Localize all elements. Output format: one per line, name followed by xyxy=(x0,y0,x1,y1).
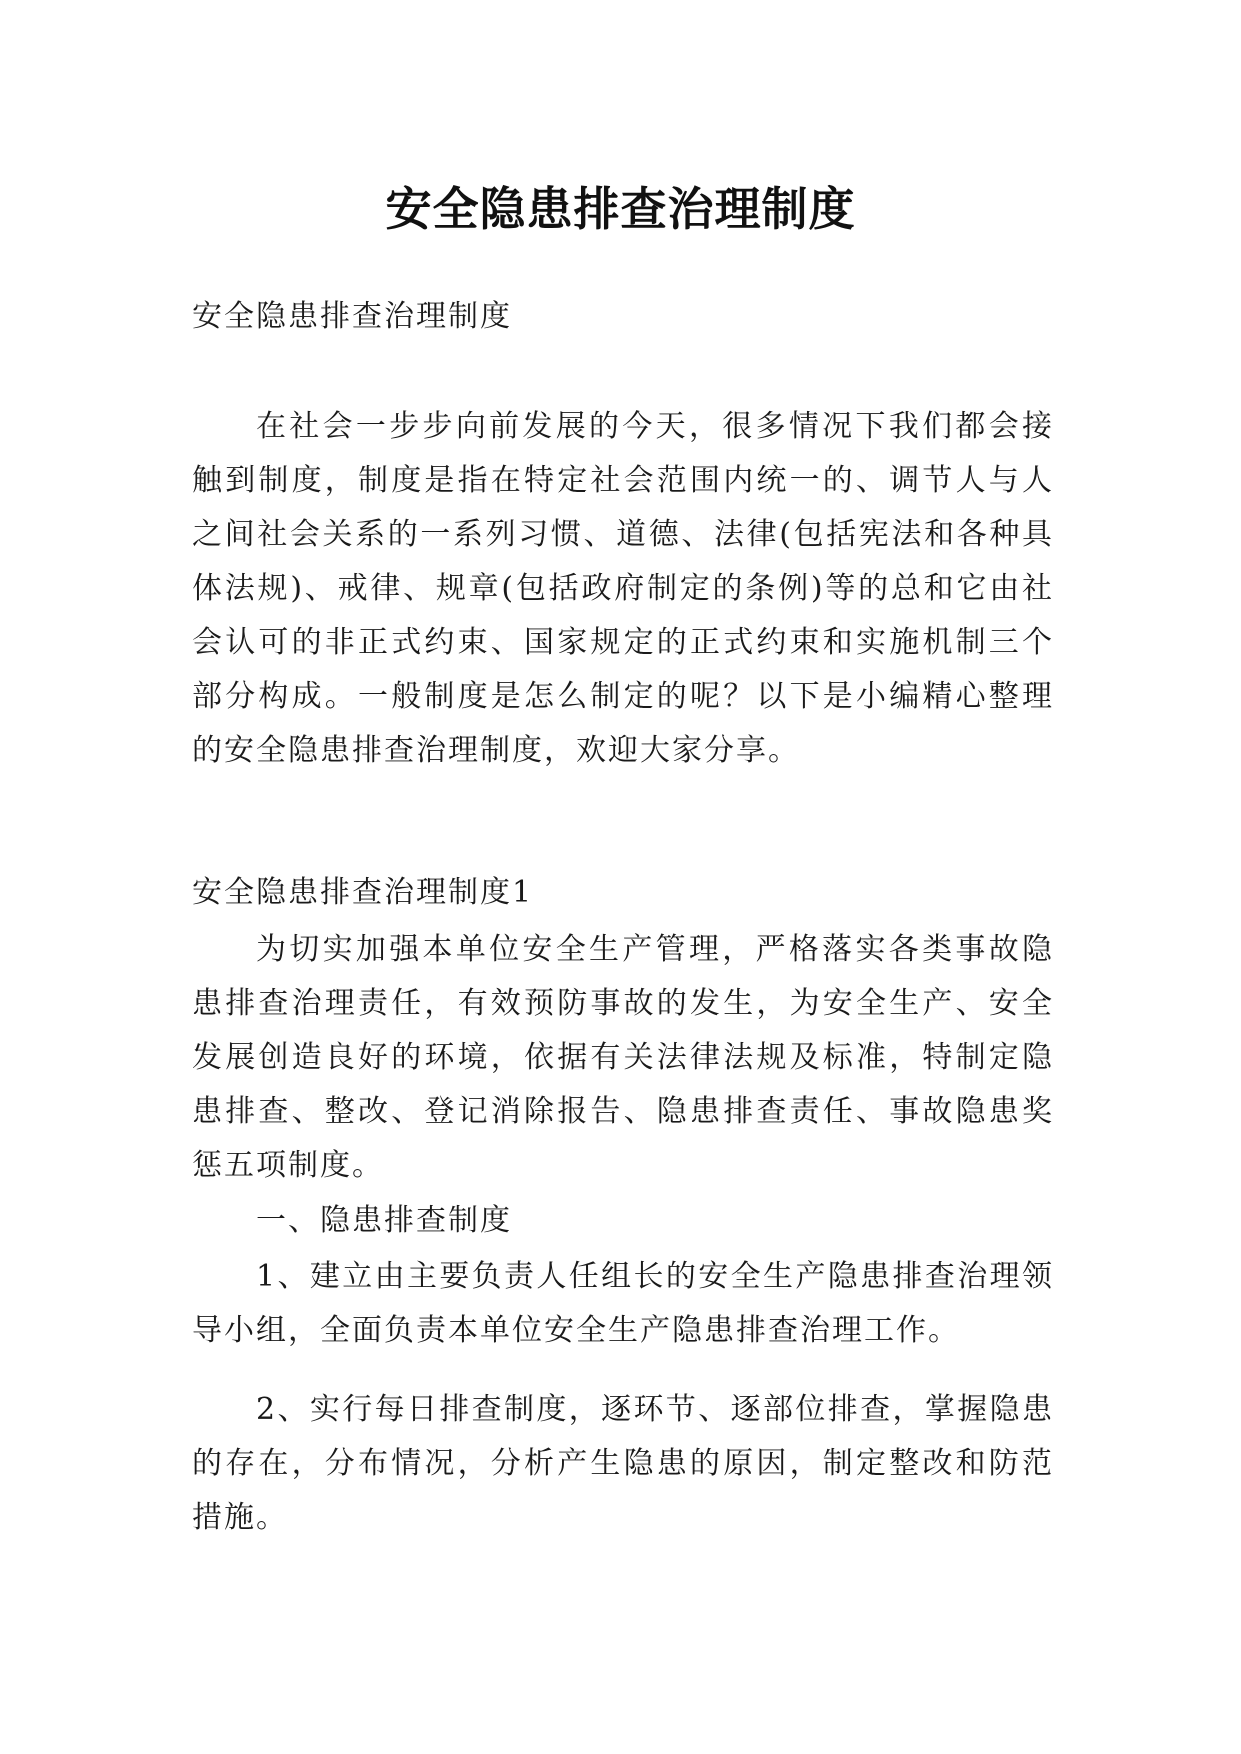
document-subtitle: 安全隐患排查治理制度 xyxy=(192,299,512,334)
list-item: 1、建立由主要负责人任组长的安全生产隐患排查治理领导小组，全面负责本单位安全生产隐患排查治理工作。 xyxy=(192,1259,1054,1348)
section-body-paragraph: 为切实加强本单位安全生产管理，严格落实各类事故隐患排查治理责任，有效预防事故的发生，为安全生产、安全发展创造良好的环境，依据有关法律法规及标准，特制定隐患排查、整改、登记消除报告、隐患排查责任、事故隐患奖惩五项制度。 xyxy=(192,932,1054,1183)
list-item: 2、实行每日排查制度，逐环节、逐部位排查，掌握隐患的存在，分布情况，分析产生隐患的原因，制定整改和防范措施。 xyxy=(192,1392,1054,1535)
intro-paragraph: 在社会一步步向前发展的今天，很多情况下我们都会接触到制度，制度是指在特定社会范围内统一的、调节人与人之间社会关系的一系列习惯、道德、法律(包括宪法和各种具体法规)、戒律、规章(包括政府制定的条例)等的总和它由社会认可的非正式约束、国家规定的正式约束和实施机制三个部分构成。一般制度是怎么制定的呢？以下是小编精心整理的安全隐患排查治理制度，欢迎大家分享。 xyxy=(192,409,1054,768)
subsection-heading: 一、隐患排查制度 xyxy=(256,1203,512,1238)
document-title: 安全隐患排查治理制度 xyxy=(385,181,856,236)
section-heading: 安全隐患排查治理制度1 xyxy=(192,875,534,910)
